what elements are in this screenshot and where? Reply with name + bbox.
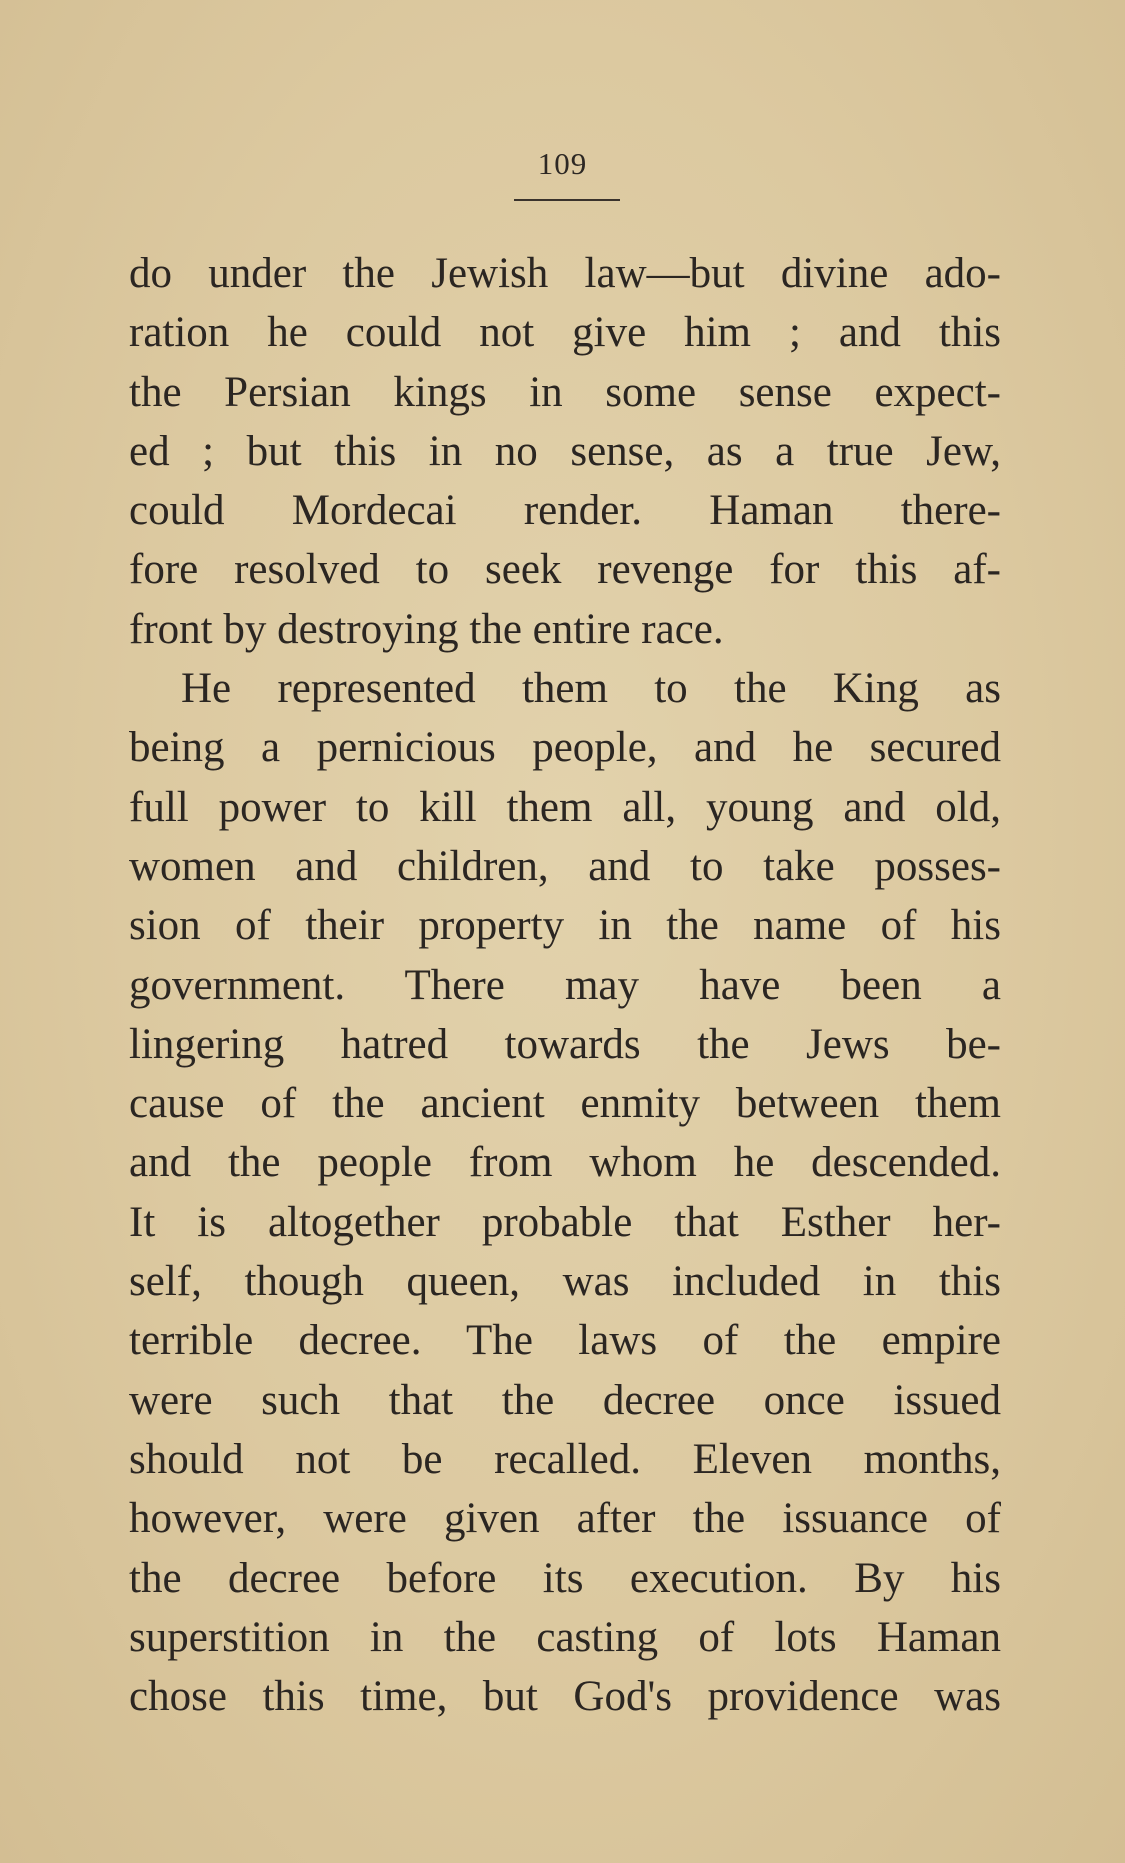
text-line: being a pernicious people, and he secured <box>129 724 1001 772</box>
text-line: ration he could not give him ; and this <box>129 309 1001 357</box>
text-line: were such that the decree once issued <box>129 1376 1001 1424</box>
text-line: and the people from whom he descended. <box>129 1139 1001 1187</box>
text-line: superstition in the casting of lots Haman <box>129 1613 1001 1661</box>
text-line: government. There may have been a <box>129 961 1001 1009</box>
body-text <box>129 244 1001 1726</box>
text-line: sion of their property in the name of his <box>129 902 1001 950</box>
page-number: 109 <box>537 146 588 181</box>
text-line: cause of the ancient enmity between them <box>129 1080 1001 1128</box>
text-line: lingering hatred towards the Jews be- <box>129 1020 1001 1068</box>
text-line: the decree before its execution. By his <box>129 1554 1001 1602</box>
text-line: the Persian kings in some sense expect- <box>129 368 1001 416</box>
paragraph-start-line: He represented them to the King as <box>181 665 1001 713</box>
text-line: could Mordecai render. Haman there- <box>129 487 1001 535</box>
text-line: ed ; but this in no sense, as a true Jew, <box>129 427 1001 475</box>
text-line: women and children, and to take posses- <box>129 842 1001 890</box>
text-line: full power to kill them all, young and old, <box>129 783 1001 831</box>
header-rule <box>514 199 620 201</box>
text-line: however, were given after the issuance of <box>129 1495 1001 1543</box>
text-line: terrible decree. The laws of the empire <box>129 1317 1001 1365</box>
text-line: It is altogether probable that Esther her- <box>129 1198 1001 1246</box>
paragraph-end-line: front by destroying the entire race. <box>129 605 724 653</box>
text-line: should not be recalled. Eleven months, <box>129 1435 1001 1483</box>
text-line: chose this time, but God's providence was <box>129 1673 1001 1721</box>
text-line: fore resolved to seek revenge for this af- <box>129 546 1001 594</box>
text-line: do under the Jewish law—but divine ado- <box>129 250 1001 297</box>
text-line: self, though queen, was included in this <box>129 1258 1001 1306</box>
